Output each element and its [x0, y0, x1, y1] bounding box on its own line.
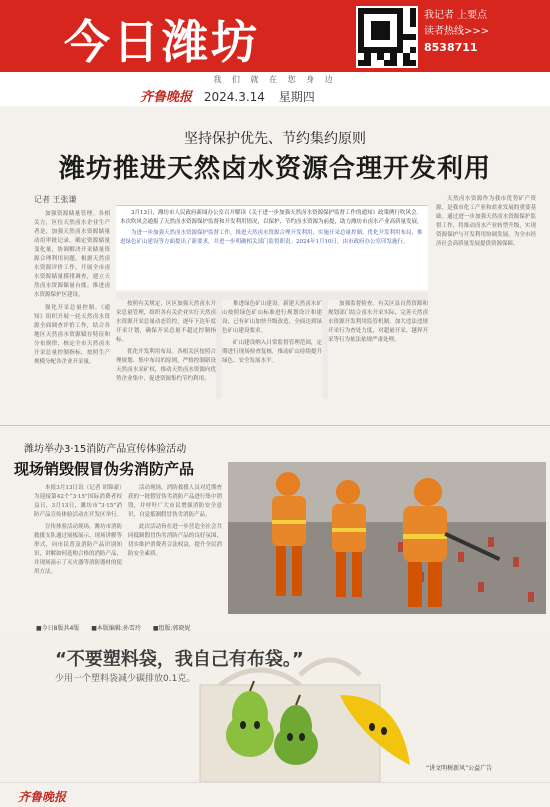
masthead [0, 0, 550, 72]
story1-paragraph: 强化开采总量控制。《通知》组织开展一轮天然卤水资源全面调查评价工作，结合各地区天然卤水资源赋存特征和分布规律，核定全市天然卤水开采总量控制指标，按照生产规模分配各企业开采量。 [34, 305, 110, 365]
story1-reporter: 记者 王张谦 [34, 195, 77, 204]
public-service-ad[interactable] [0, 635, 550, 782]
story1-paragraph: 按照有关规定，区区加强天然卤水开采总量管理，组织各有关企业实行天然卤水资源开采总量动态管控，逐年下达年度开采计划，确保开采总量不超过控制指标。 [116, 301, 216, 343]
story1-paragraph: 加强资源储量管理。各相关方，区位天然卤水企业生产者是，加强天然卤水资源储量动用审批记录。确定资源储量变化量，协调解决开采储量资源合理利用问题。根据天然卤水资源评价工作，开展全市卤水资源储量摸排调查，建立天然卤水资源储量台账。推进卤水资源保护区建设。 [34, 211, 110, 298]
sub-banner [0, 72, 550, 106]
credit-page: ■今日8版共4版 [36, 625, 80, 632]
story2-paragraph: 此次活动旨在进一步营造全社会共同抵制假冒伪劣消防产品的良好氛围，切实维护消费者合法权益，提升全民消防安全素质。 [128, 524, 222, 557]
story1-lead: 3月13日，潍坊市人民政府新闻办公室召开解读《关于进一步加强天然卤水资源保护监督工作的通知》政策例行吹风会。本次吹风会通报了天然卤水资源保护监督和开发利用情况，以保护、节约卤水资源为前提，助力潍坊市卤水产业高质量发展。 [120, 210, 423, 225]
firefighters-photo [228, 462, 546, 614]
story2-photo[interactable] [228, 462, 546, 614]
story1-paragraph: 优化开发利用布局。各相关区按照合理规划、集中布局的原则，严格控制新设天然卤水采矿权，推动天然卤水资源向优势企业集中，促进资源集约节约利用。 [116, 349, 216, 382]
story1-lead-box [116, 205, 428, 290]
hotline-line1: 我记者 上要点 [424, 10, 488, 21]
section-divider [0, 425, 550, 426]
story1-column-mid3 [328, 300, 428, 422]
slogan: 我 们 就 在 您 身 边 [213, 75, 337, 84]
reader-hotline [424, 8, 544, 56]
story2-kicker: 潍坊举办3·15消防产品宣传体验活动 [24, 444, 187, 455]
paper-name: 齐鲁晚报 [140, 90, 193, 105]
story1-kicker: 坚持保护优先、节约集约原则 [184, 131, 366, 147]
story2-paragraph: 本报3月13日讯（记者 胡锦豪）为迎接第42个“3·15”国际消费者权益日，3月13日，潍坊市“3·15”消防产品宣传体验活动在开发区举行。 [34, 485, 122, 518]
story1-paragraph: 天然卤水资源作为我市优势矿产资源，是我市化工产业和盐业发展的重要基础。通过进一步加强天然卤水资源保护监督工作，将推动卤水产业转型升级，实现资源保护与开发利用协调发展，为全市经济社会高质量发展提供资源保障。 [436, 196, 536, 247]
story2-paragraph: 宣传体验活动现场，潍坊市消防救援支队通过展板展示、现场讲解等形式，向市民普及消防产品识别知识，讲解如何选购合格的消防产品，并现场演示了灭火器等消防器材的使用方法。 [34, 524, 122, 575]
story1-paragraph: 矿山建设纳入日常监督管理范围，定期进行现场检查复核，推动矿山持续提升绿色、安全发展水平。 [222, 340, 322, 364]
hotline-phone: 8538711 [424, 41, 478, 54]
story2-headline[interactable]: 现场销毁假冒伪劣消防产品 [14, 460, 195, 478]
credit-proofreader: ■组版:郭晓妮 [152, 625, 191, 632]
ad-subline: 少用一个塑料袋减少碳排放0.1克。 [55, 674, 196, 684]
masthead-title: 今日潍坊 [64, 15, 260, 69]
story1-headline[interactable]: 潍坊推进天然卤水资源合理开发利用 [58, 154, 491, 184]
story2-column-left [34, 484, 122, 620]
story1-column-right [436, 195, 536, 422]
story1-lead2: 为进一步加强天然卤水资源保护监督工作，推进天然卤水资源合理开发利用，实施开采总量控制、优化开发利用布局、推进绿色矿山建设等方面提出了新要求，并进一步明确相关部门监督职责。2024年1月10日，由市政府办公室印发施行。 [120, 230, 423, 245]
footer-logo: 齐鲁晚报 [18, 790, 67, 804]
credit-editor: ■本版编辑:孙雪玲 [91, 625, 141, 632]
story1-paragraph: 推进绿色矿山建设。新建天然卤水矿山按照绿色矿山标准进行规划设计和建设，已有矿山加快升级改造，全面达到绿色矿山建设要求。 [222, 301, 322, 334]
page-footer [0, 782, 550, 807]
ad-illustration [0, 635, 550, 782]
issue-weekday: 星期四 [278, 90, 315, 104]
hotline-line2: 读者热线>>> [424, 26, 490, 37]
ad-tag: “讲文明树新风”公益广告 [426, 765, 493, 772]
story1-column-mid1 [116, 300, 216, 422]
page-credits [36, 623, 201, 632]
story1-column-mid2 [222, 300, 322, 422]
qr-code[interactable] [356, 6, 418, 68]
story2-column-mid [128, 484, 222, 620]
issue-date: 2024.3.14 [203, 90, 265, 104]
story2-paragraph: 活动现场，消防救援人员对近期查获的一批假冒伪劣消防产品进行集中销毁，并呼吁广大市民增强消防安全意识，自觉抵制假冒伪劣消防产品。 [128, 485, 222, 518]
date-bar [140, 86, 315, 105]
story1-paragraph: 加强监督检查。有关区县自然资源和规划部门结合卤水开采实际，完善天然卤水资源开发利用监管机制，加大违法违规开采行为查处力度，对超量开采、越界开采等行为依法依规严肃处理。 [328, 301, 428, 343]
story1-column-left [34, 210, 110, 422]
ad-headline: “不要塑料袋，我自己有布袋。” [55, 649, 304, 670]
